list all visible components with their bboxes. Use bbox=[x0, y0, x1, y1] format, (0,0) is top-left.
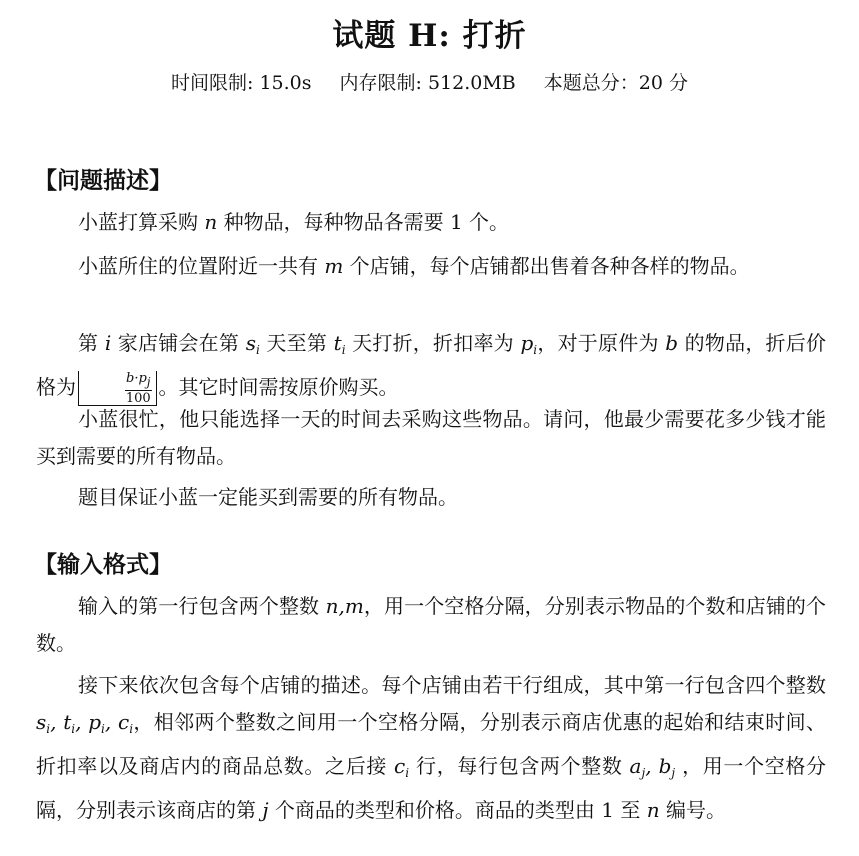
problem-paragraph-4: 小蓝很忙，他只能选择一天的时间去采购这些物品。请问，他最少需要花多少钱才能买到需要的所有物品。 bbox=[36, 407, 826, 468]
memory-limit: 内存限制: 512.0MB bbox=[339, 72, 516, 94]
time-limit: 时间限制: 15.0s bbox=[171, 72, 312, 94]
problem-paragraph-1: 小蓝打算采购 n 种物品，每种物品各需要 1 个。 bbox=[78, 210, 510, 234]
limits-bar bbox=[0, 68, 859, 95]
problem-paragraph-3: 第 i 家店铺会在第 $s_i$ 天至第 $t_i$ 天打折，折扣率为 $p_i$，对于原件为 b 的物品，折后价格为 $\frac{b\cdot p_j}{100}$ 。其它时间需按原价购买。 bbox=[36, 331, 827, 406]
problem-heading: 【问题描述】 bbox=[34, 167, 172, 194]
total-score: 本题总分：20 分 bbox=[543, 72, 688, 94]
floor-fraction: $\frac{b\cdot p_j}{100}$ bbox=[78, 371, 157, 406]
input-heading: 【输入格式】 bbox=[34, 551, 172, 578]
problem-paragraph-2: 小蓝所住的位置附近一共有 m 个店铺，每个店铺都出售着各种各样的物品。 bbox=[78, 254, 750, 278]
problem-paragraph-5: 题目保证小蓝一定能买到需要的所有物品。 bbox=[78, 485, 458, 509]
input-paragraph-2: 接下来依次包含每个店铺的描述。每个店铺由若干行组成，其中第一行包含四个整数 $s_i$, $t_i$, $p_i$, $c_i$，相邻两个整数之间用一个空格分隔，分别表示商店优惠的起始和结束时间、折扣率以及商店内的商品总数。之后接 $c_i$ 行，每行包含两个整数 $a_j$, $b_j$ ，用一个空格分隔，分别表示该商店的第 j 个商品的类型和价格。商品的类型由 1 至 n 编号。 bbox=[36, 673, 827, 822]
page-title: 试题 H: 打折 bbox=[332, 18, 527, 54]
input-paragraph-1: 输入的第一行包含两个整数 n,m，用一个空格分隔，分别表示物品的个数和店铺的个数。 bbox=[36, 594, 827, 655]
